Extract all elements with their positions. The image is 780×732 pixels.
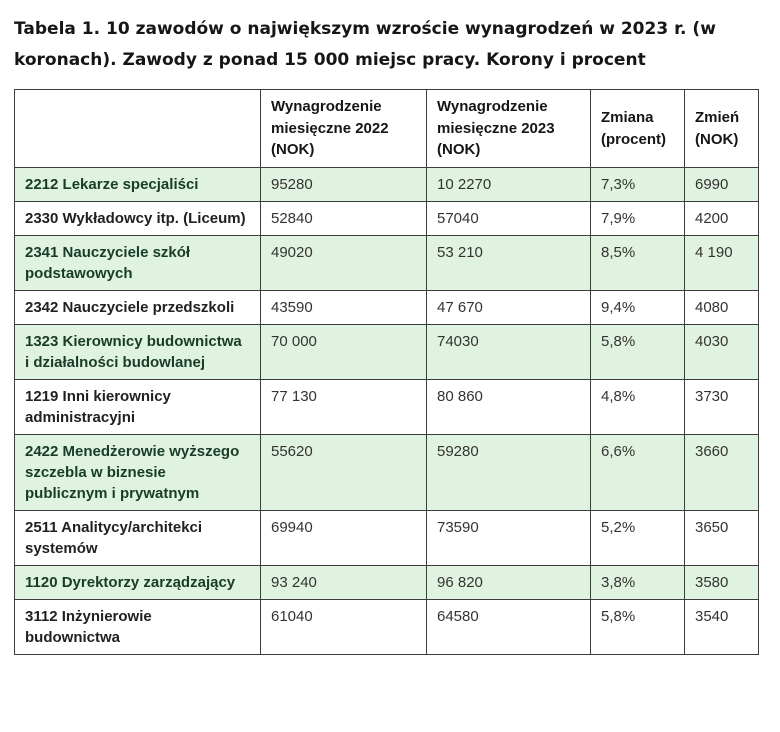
- cell-wage-2022: 61040: [261, 600, 427, 655]
- table-row: [15, 236, 759, 291]
- table-row: [15, 435, 759, 511]
- header-row: [15, 89, 759, 167]
- header-occupation-empty: [15, 89, 261, 167]
- table-row: [15, 566, 759, 600]
- cell-change-percent: 3,8%: [591, 566, 685, 600]
- cell-change-percent: 4,8%: [591, 380, 685, 435]
- cell-change-nok: 4200: [685, 202, 759, 236]
- cell-change-percent: 7,3%: [591, 168, 685, 202]
- cell-change-percent: 5,8%: [591, 600, 685, 655]
- row-label: 2342 Nauczyciele przedszkoli: [15, 291, 261, 325]
- cell-change-nok: 4080: [685, 291, 759, 325]
- cell-change-nok: 3580: [685, 566, 759, 600]
- table-row: [15, 325, 759, 380]
- cell-wage-2022: 95280: [261, 168, 427, 202]
- cell-change-nok: 4030: [685, 325, 759, 380]
- cell-wage-2022: 70 000: [261, 325, 427, 380]
- cell-wage-2023: 53 210: [427, 236, 591, 291]
- cell-wage-2022: 55620: [261, 435, 427, 511]
- header-wage-2023: Wynagrodzenie miesięczne 2023 (NOK): [427, 89, 591, 167]
- table-row: [15, 168, 759, 202]
- cell-change-nok: 3660: [685, 435, 759, 511]
- cell-change-percent: 6,6%: [591, 435, 685, 511]
- cell-change-nok: 4 190: [685, 236, 759, 291]
- cell-wage-2023: 74030: [427, 325, 591, 380]
- row-label: 2511 Analitycy/architekci systemów: [15, 511, 261, 566]
- cell-change-nok: 3730: [685, 380, 759, 435]
- cell-wage-2022: 52840: [261, 202, 427, 236]
- header-wage-2022: Wynagrodzenie miesięczne 2022 (NOK): [261, 89, 427, 167]
- cell-wage-2023: 73590: [427, 511, 591, 566]
- row-label: 2330 Wykładowcy itp. (Liceum): [15, 202, 261, 236]
- table-row: [15, 380, 759, 435]
- cell-wage-2023: 96 820: [427, 566, 591, 600]
- cell-change-nok: 3650: [685, 511, 759, 566]
- cell-wage-2023: 47 670: [427, 291, 591, 325]
- cell-wage-2022: 49020: [261, 236, 427, 291]
- row-label: 1323 Kierownicy budownictwa i działalności budowlanej: [15, 325, 261, 380]
- table-body: [15, 168, 759, 655]
- cell-change-percent: 7,9%: [591, 202, 685, 236]
- row-label: 1219 Inni kierownicy administracyjni: [15, 380, 261, 435]
- row-label: 3112 Inżynierowie budownictwa: [15, 600, 261, 655]
- cell-wage-2023: 64580: [427, 600, 591, 655]
- row-label: 1120 Dyrektorzy zarządzający: [15, 566, 261, 600]
- table-caption: Tabela 1. 10 zawodów o największym wzroście wynagrodzeń w 2023 r. (w koronach). Zawody z ponad 15 000 miejsc pracy. Korony i procent: [14, 19, 716, 70]
- cell-wage-2023: 80 860: [427, 380, 591, 435]
- cell-wage-2022: 93 240: [261, 566, 427, 600]
- cell-change-percent: 9,4%: [591, 291, 685, 325]
- table-row: [15, 511, 759, 566]
- cell-wage-2023: 10 2270: [427, 168, 591, 202]
- header-change-percent: Zmiana (procent): [591, 89, 685, 167]
- wage-growth-table: [14, 89, 759, 655]
- cell-wage-2022: 77 130: [261, 380, 427, 435]
- cell-wage-2022: 69940: [261, 511, 427, 566]
- table-row: [15, 600, 759, 655]
- row-label: 2341 Nauczyciele szkół podstawowych: [15, 236, 261, 291]
- cell-wage-2023: 57040: [427, 202, 591, 236]
- row-label: 2422 Menedżerowie wyższego szczebla w biznesie publicznym i prywatnym: [15, 435, 261, 511]
- cell-change-percent: 8,5%: [591, 236, 685, 291]
- cell-wage-2023: 59280: [427, 435, 591, 511]
- cell-change-percent: 5,8%: [591, 325, 685, 380]
- table-row: [15, 291, 759, 325]
- cell-change-nok: 6990: [685, 168, 759, 202]
- cell-wage-2022: 43590: [261, 291, 427, 325]
- row-label: 2212 Lekarze specjaliści: [15, 168, 261, 202]
- header-change-nok: Zmień (NOK): [685, 89, 759, 167]
- table-row: [15, 202, 759, 236]
- cell-change-percent: 5,2%: [591, 511, 685, 566]
- cell-change-nok: 3540: [685, 600, 759, 655]
